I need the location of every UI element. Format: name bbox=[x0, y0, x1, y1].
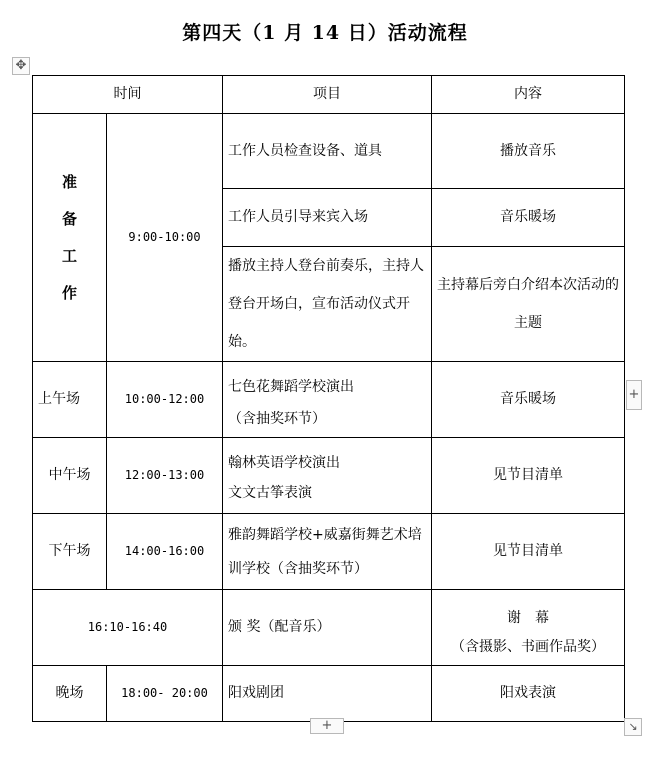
prep-char: 准 bbox=[61, 172, 77, 191]
prep-char: 备 bbox=[61, 209, 77, 228]
noon-item-line: 文文古筝表演 bbox=[228, 484, 312, 501]
table-row bbox=[33, 362, 625, 438]
prep-item-3: 播放主持人登台前奏乐，主持人登台开场白，宣布活动仪式开始。 bbox=[223, 247, 432, 362]
morning-item-line: （含抽奖环节） bbox=[228, 410, 326, 427]
award-time: 16:10-16:40 bbox=[33, 590, 223, 666]
page-title: 第四天（1 月 14 日）活动流程 bbox=[182, 22, 468, 44]
award-content-line: （含摄影、书画作品奖） bbox=[451, 638, 605, 655]
table-row bbox=[33, 590, 625, 666]
morning-time: 10:00-12:00 bbox=[107, 362, 223, 438]
table-row bbox=[33, 666, 625, 722]
evening-content: 阳戏表演 bbox=[432, 666, 625, 722]
noon-time: 12:00-13:00 bbox=[107, 438, 223, 514]
table-resize-icon[interactable]: ↘ bbox=[624, 718, 642, 736]
add-row-button[interactable]: + bbox=[626, 380, 642, 410]
header-content: 内容 bbox=[432, 76, 625, 114]
morning-item-line: 七色花舞蹈学校演出 bbox=[228, 378, 354, 395]
award-item: 颁 奖（配音乐） bbox=[223, 590, 432, 666]
add-column-button[interactable]: + bbox=[310, 718, 344, 734]
evening-label: 晚场 bbox=[33, 666, 107, 722]
header-item: 项目 bbox=[223, 76, 432, 114]
noon-item bbox=[223, 438, 432, 514]
prep-char: 作 bbox=[61, 283, 77, 302]
afternoon-label: 下午场 bbox=[33, 514, 107, 590]
prep-section-label bbox=[33, 114, 107, 362]
noon-label: 中午场 bbox=[33, 438, 107, 514]
table-move-handle-icon[interactable]: ✥ bbox=[12, 57, 30, 75]
table-header-row bbox=[33, 76, 625, 114]
afternoon-content: 见节目清单 bbox=[432, 514, 625, 590]
noon-content: 见节目清单 bbox=[432, 438, 625, 514]
award-content-line: 谢 幕 bbox=[507, 609, 549, 626]
evening-item: 阳戏剧团 bbox=[223, 666, 432, 722]
award-content bbox=[432, 590, 625, 666]
prep-char: 工 bbox=[61, 246, 77, 265]
morning-content: 音乐暖场 bbox=[432, 362, 625, 438]
prep-time: 9:00-10:00 bbox=[107, 114, 223, 362]
table-row bbox=[33, 114, 625, 189]
prep-content-3: 主持幕后旁白介绍本次活动的主题 bbox=[432, 247, 625, 362]
prep-item-2: 工作人员引导来宾入场 bbox=[223, 189, 432, 247]
table-row bbox=[33, 514, 625, 590]
morning-item bbox=[223, 362, 432, 438]
afternoon-time: 14:00-16:00 bbox=[107, 514, 223, 590]
prep-item-1: 工作人员检查设备、道具 bbox=[223, 114, 432, 189]
prep-content-2: 音乐暖场 bbox=[432, 189, 625, 247]
table-row bbox=[33, 438, 625, 514]
schedule-table bbox=[32, 75, 625, 722]
header-time: 时间 bbox=[33, 76, 223, 114]
noon-item-line: 翰林英语学校演出 bbox=[228, 454, 340, 471]
prep-content-1: 播放音乐 bbox=[432, 114, 625, 189]
afternoon-item: 雅韵舞蹈学校+威嘉街舞艺术培训学校（含抽奖环节） bbox=[223, 514, 432, 590]
evening-time: 18:00- 20:00 bbox=[107, 666, 223, 722]
morning-label: 上午场 bbox=[33, 362, 107, 438]
